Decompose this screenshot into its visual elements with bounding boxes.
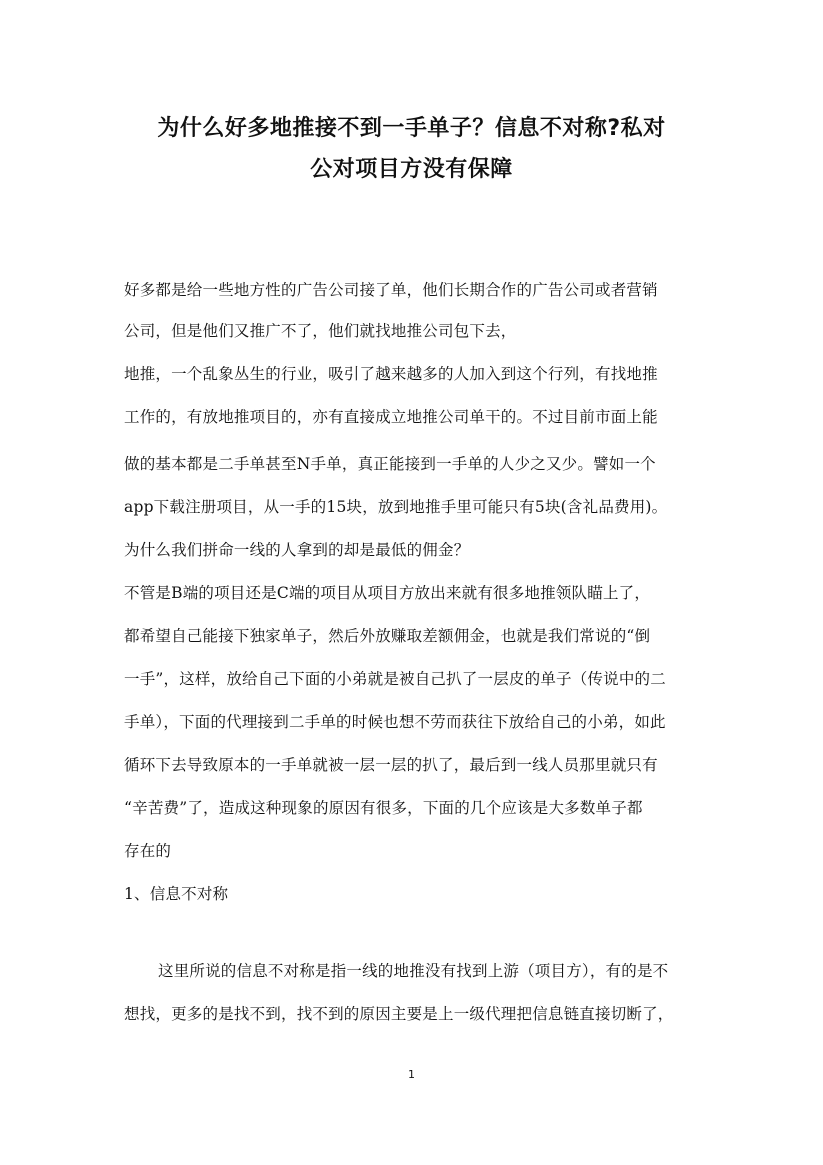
paragraph-line: 为什么我们拼命一线的人拿到的却是最低的佣金？ bbox=[124, 541, 470, 559]
paragraph-line: 存在的 bbox=[124, 842, 172, 860]
paragraph-line: 都希望自己能接下独家单子，然后外放赚取差额佣金，也就是我们常说的“倒 bbox=[124, 627, 651, 645]
paragraph-line: “辛苦费”了，造成这种现象的原因有很多，下面的几个应该是大多数单子都 bbox=[124, 799, 643, 817]
paragraph-line: 地推，一个乱象丛生的行业，吸引了越来越多的人加入到这个行列，有找地推 bbox=[124, 365, 658, 383]
page-title-line-2: 公对项目方没有保障 bbox=[310, 157, 513, 182]
paragraph-line: 做的基本都是二手单甚至N手单，真正能接到一手单的人少之又少。譬如一个 bbox=[124, 455, 656, 473]
paragraph-line: 好多都是给一些地方性的广告公司接了单，他们长期合作的广告公司或者营销 bbox=[124, 281, 658, 299]
paragraph-line: 想找，更多的是找不到，找不到的原因主要是上一级代理把信息链直接切断了， bbox=[124, 1005, 674, 1023]
paragraph-line: 一手”，这样，放给自己下面的小弟就是被自己扒了一层皮的单子（传说中的二 bbox=[124, 670, 666, 688]
paragraph-line: 公司，但是他们又推广不了，他们就找地推公司包下去， bbox=[124, 322, 517, 340]
paragraph-line: 这里所说的信息不对称是指一线的地推没有找到上游（项目方），有的是不 bbox=[158, 962, 669, 980]
paragraph-line: 不管是B端的项目还是C端的项目从项目方放出来就有很多地推领队瞄上了， bbox=[124, 584, 651, 602]
paragraph-line: 循环下去导致原本的一手单就被一层一层的扒了，最后到一线人员那里就只有 bbox=[124, 756, 658, 774]
paragraph-line: 工作的，有放地推项目的，亦有直接成立地推公司单干的。不过目前市面上能 bbox=[124, 408, 658, 426]
page-number: 1 bbox=[408, 1068, 415, 1081]
page-title-line-1: 为什么好多地推接不到一手单子？信息不对称?私对 bbox=[157, 116, 666, 141]
section-heading: 1、信息不对称 bbox=[124, 885, 229, 903]
paragraph-line: 手单），下面的代理接到二手单的时候也想不劳而获往下放给自己的小弟，如此 bbox=[124, 713, 666, 731]
paragraph-line: app下载注册项目，从一手的15块，放到地推手里可能只有5块(含礼品费用)。 bbox=[124, 498, 668, 516]
